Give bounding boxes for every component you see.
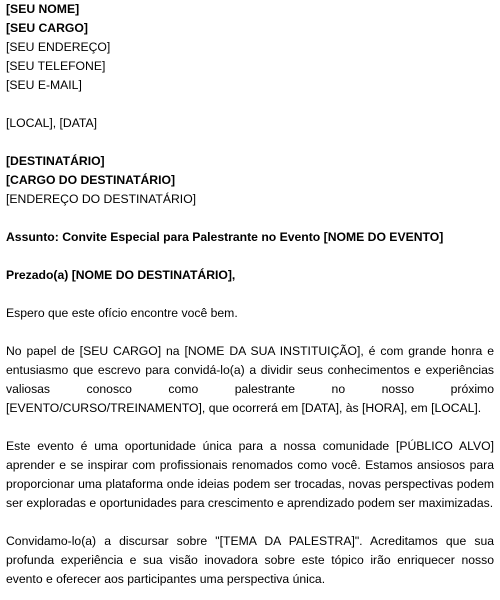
spacer <box>6 209 494 228</box>
letter-document <box>6 0 494 589</box>
place-date: [LOCAL], [DATA] <box>6 116 97 130</box>
spacer <box>6 418 494 437</box>
salutation: Prezado(a) [NOME DO DESTINATÁRIO], <box>6 268 236 282</box>
recipient-title: [CARGO DO DESTINATÁRIO] <box>6 173 176 187</box>
sender-address: [SEU ENDEREÇO] <box>6 40 111 54</box>
spacer <box>6 513 494 532</box>
sender-name: [SEU NOME] <box>6 2 80 16</box>
spacer <box>6 285 494 304</box>
sender-title: [SEU CARGO] <box>6 21 88 35</box>
paragraph-invitation: No papel de [SEU CARGO] na [NOME DA SUA INSTITUIÇÃO], é com grande honra e entusiasmo que escrevo para convidá-lo(a) a dividir seus conhecimentos e experiências valiosas conosco como palestrante no nosso próximo [EVENTO/CURSO/TREINAMENTO], que ocorrerá em [DATA], às [HORA], em [LOCAL]. <box>6 344 494 415</box>
sender-phone: [SEU TELEFONE] <box>6 59 106 73</box>
spacer <box>6 323 494 342</box>
recipient-block <box>6 152 494 209</box>
recipient-address: [ENDEREÇO DO DESTINATÁRIO] <box>6 192 197 206</box>
sender-block <box>6 0 494 95</box>
paragraph-event: Este evento é uma oportunidade única para a nossa comunidade [PÚBLICO ALVO] aprender e se inspirar com profissionais renomados como você. Estamos ansiosos para proporcionar uma plataforma onde ideias podem ser trocadas, novas perspectivas podem ser exploradas e oportunidades para crescimento e aprendizado podem ser maximizadas. <box>6 439 494 510</box>
paragraph-greeting: Espero que este ofício encontre você bem. <box>6 306 238 320</box>
recipient-name: [DESTINATÁRIO] <box>6 154 105 168</box>
spacer <box>6 247 494 266</box>
sender-email: [SEU E-MAIL] <box>6 78 82 92</box>
spacer <box>6 95 494 114</box>
spacer <box>6 133 494 152</box>
subject-line: Assunto: Convite Especial para Palestrante no Evento [NOME DO EVENTO] <box>6 230 444 244</box>
paragraph-topic: Convidamo-lo(a) a discursar sobre "[TEMA DA PALESTRA]". Acreditamos que sua profunda experiência e sua visão inovadora sobre este tópico irão enriquecer nosso evento e oferecer aos participantes uma perspectiva única. <box>6 534 494 586</box>
